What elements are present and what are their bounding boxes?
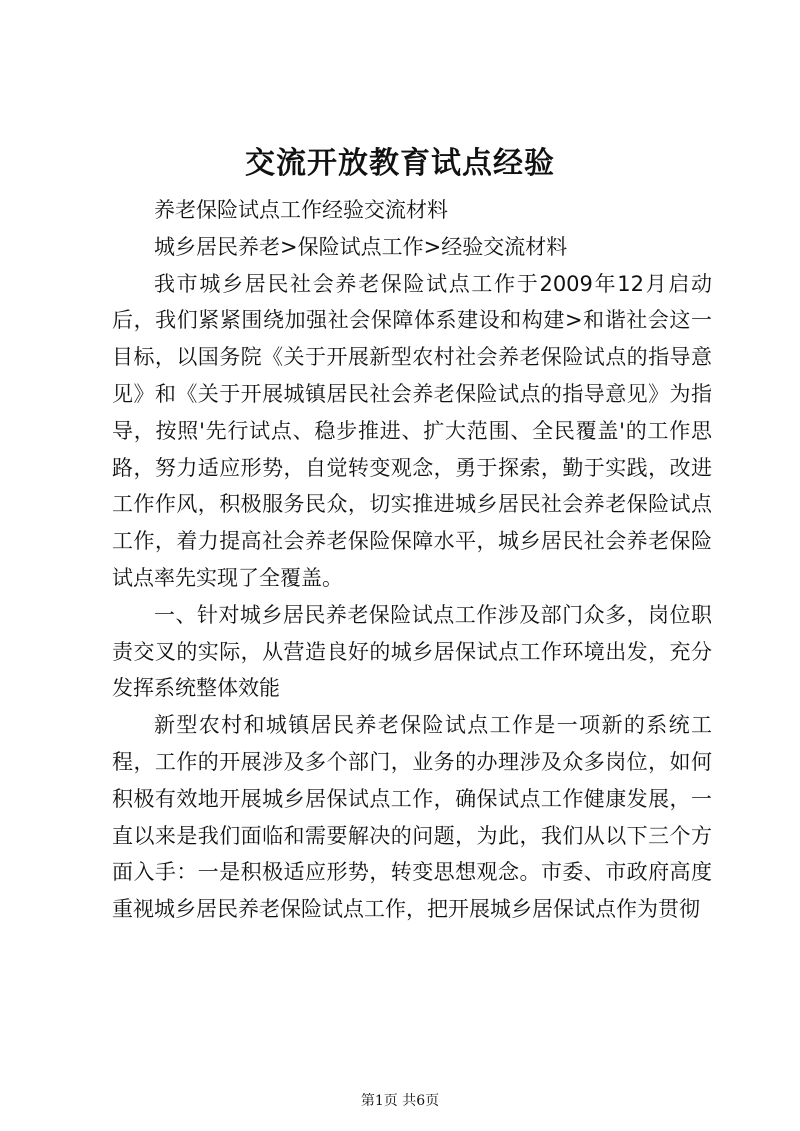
- body-paragraph: 新型农村和城镇居民养老保险试点工作是一项新的系统工程，工作的开展涉及多个部门，业务的办理涉及众多岗位，如何积极有效地开展城乡居保试点工作，确保试点工作健康发展，一直以来是我们面临和需要解决的问题，为此，我们从以下三个方面入手：一是积极适应形势，转变思想观念。市委、市政府高度重视城乡居民养老保险试点工作，把开展城乡居保试点作为贯彻: [112, 713, 712, 922]
- body-paragraph: 我市城乡居民社会养老保险试点工作于2009年12月启动后，我们紧紧围绕加强社会保障体系建设和构建>和谐社会这一目标，以国务院《关于开展新型农村社会养老保险试点的指导意见》和《关于开展城镇居民社会养老保险试点的指导意见》为指导，按照'先行试点、稳步推进、扩大范围、全民覆盖'的工作思路，努力适应形势，自觉转变观念，勇于探索，勤于实践，改进工作作风，积极服务民众，切实推进城乡居民社会养老保险试点工作，着力提高社会养老保险保障水平，城乡居民社会养老保险试点率先实现了全覆盖。: [112, 271, 712, 590]
- section-heading-paragraph: 一、针对城乡居民养老保险试点工作涉及部门众多，岗位职责交叉的实际，从营造良好的城乡居保试点工作环境出发，充分发挥系统整体效能: [112, 602, 712, 701]
- page-number-footer: 第1页 共6页: [360, 1093, 440, 1109]
- keyword-paragraph: 城乡居民养老>保险试点工作>经验交流材料: [154, 234, 568, 259]
- subtitle-paragraph: 养老保险试点工作经验交流材料: [154, 198, 448, 222]
- document-body: [112, 192, 712, 928]
- page-title: 交流开放教育试点经验: [245, 146, 555, 181]
